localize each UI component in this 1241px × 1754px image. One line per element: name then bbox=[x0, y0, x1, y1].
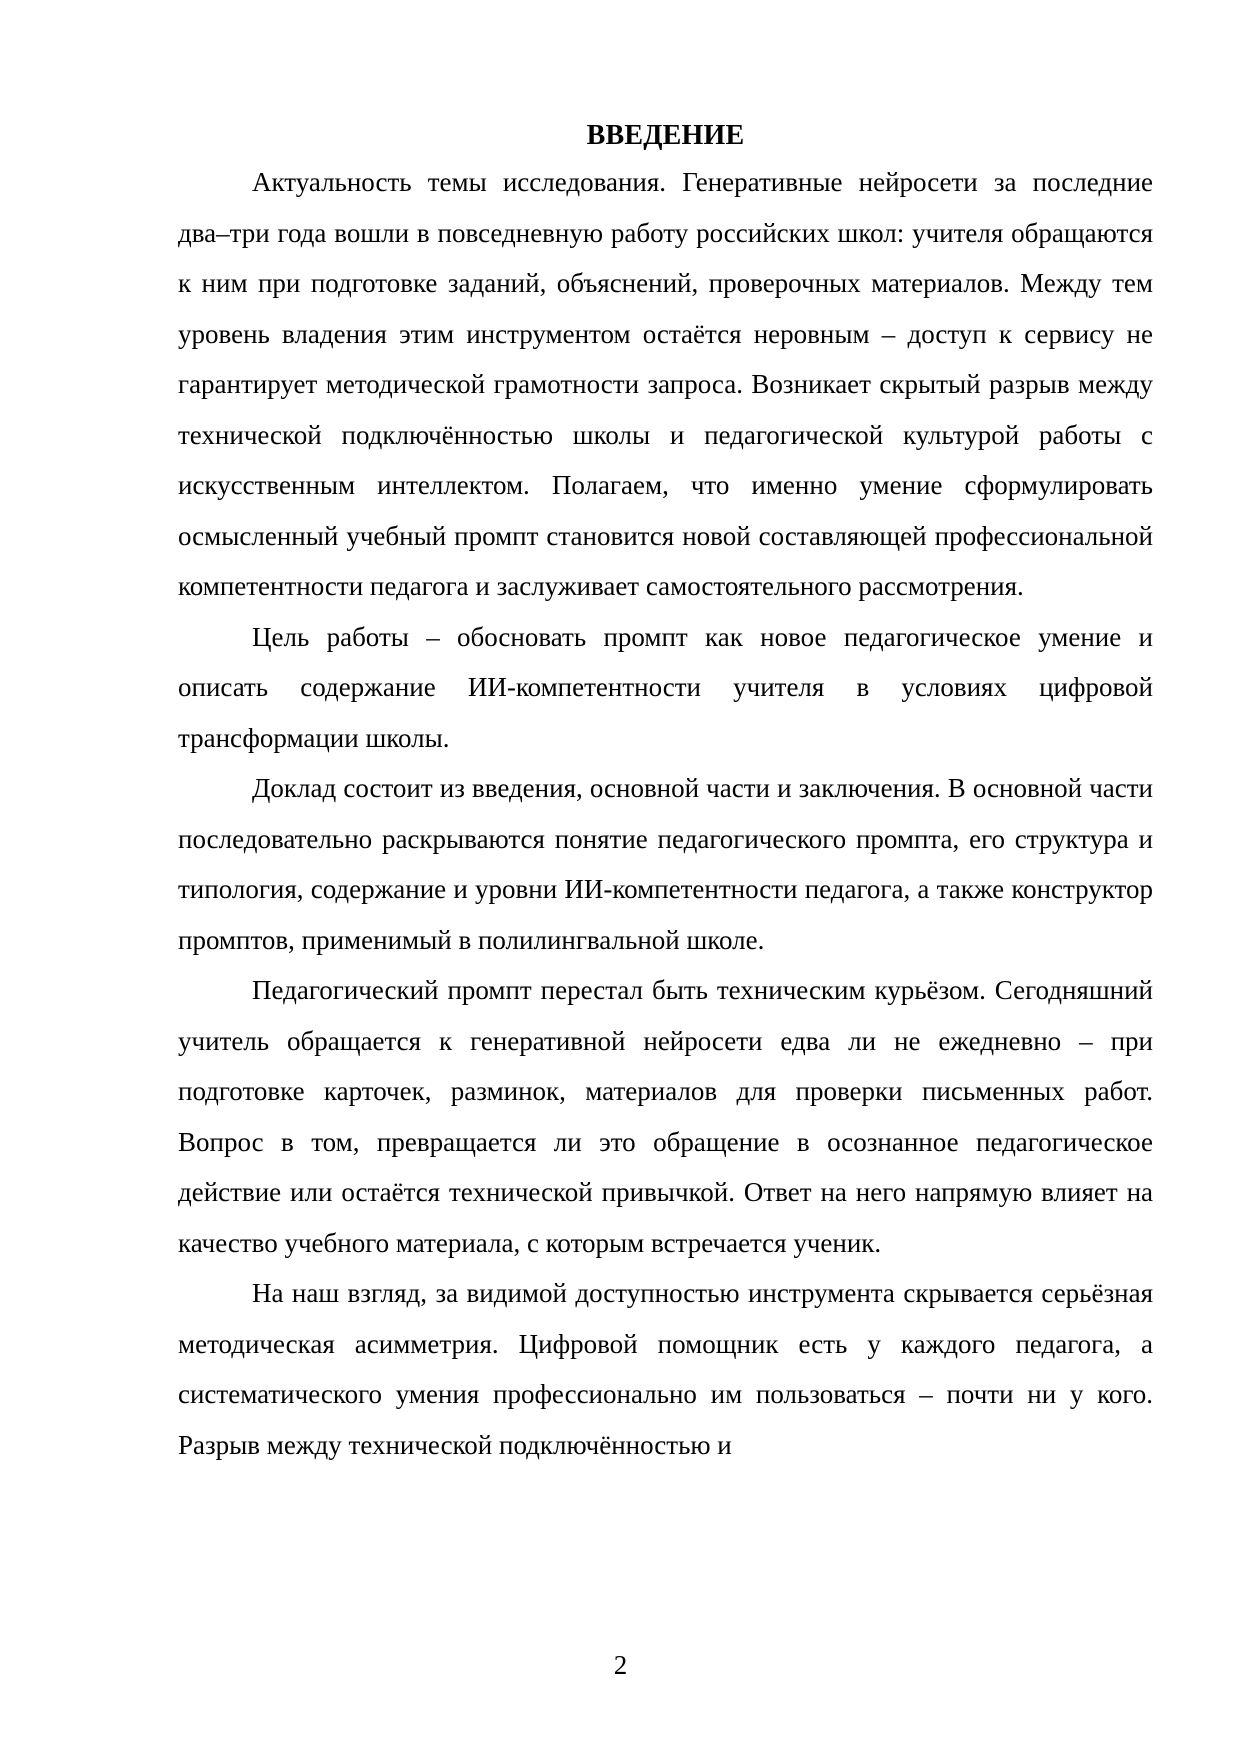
paragraph-prompt: Педагогический промпт перестал быть техническим курьёзом. Сегодняшний учитель обращается к генеративной нейросети едва ли не ежедневно – при подготовке карточек, разминок, материалов для проверки письменных работ. Вопрос в том, превращается ли это обращение в осознанное педагогическое действие или остаётся технической привычкой. Ответ на него напрямую влияет на качество учебного материала, с которым встречается ученик. bbox=[178, 975, 1153, 1258]
paragraph-structure: Доклад состоит из введения, основной части и заключения. В основной части последовательно раскрываются понятие педагогического промпта, его структура и типология, содержание и уровни ИИ-компетентности педагога, а также конструктор промптов, применимый в полилингвальной школе. bbox=[178, 773, 1153, 955]
paragraph-asymmetry: На наш взгляд, за видимой доступностью инструмента скрывается серьёзная методическая асимметрия. Цифровой помощник есть у каждого педагога, а систематического умения профессионально им пользоваться – почти ни у кого. Разрыв между технической подключённостью и bbox=[178, 1278, 1153, 1460]
section-heading: ВВЕДЕНИЕ bbox=[586, 120, 745, 151]
page-body bbox=[178, 115, 1153, 1470]
paragraph-relevance: Актуальность темы исследования. Генеративные нейросети за последние два–три года вошли в повседневную работу российских школ: учителя обращаются к ним при подготовке заданий, объяснений, проверочных материалов. Между тем уровень владения этим инструментом остаётся неровным – доступ к сервису не гарантирует методической грамотности запроса. Возникает скрытый разрыв между технической подключённостью школы и педагогической культурой работы с искусственным интеллектом. Полагаем, что именно умение сформулировать осмысленный учебный промпт становится новой составляющей профессиональной компетентности педагога и заслуживает самостоятельного рассмотрения. bbox=[178, 167, 1153, 601]
paragraph-goal: Цель работы – обосновать промпт как новое педагогическое умение и описать содержание ИИ-компетентности учителя в условиях цифровой трансформации школы. bbox=[178, 621, 1153, 753]
page-number: 2 bbox=[613, 1650, 628, 1680]
